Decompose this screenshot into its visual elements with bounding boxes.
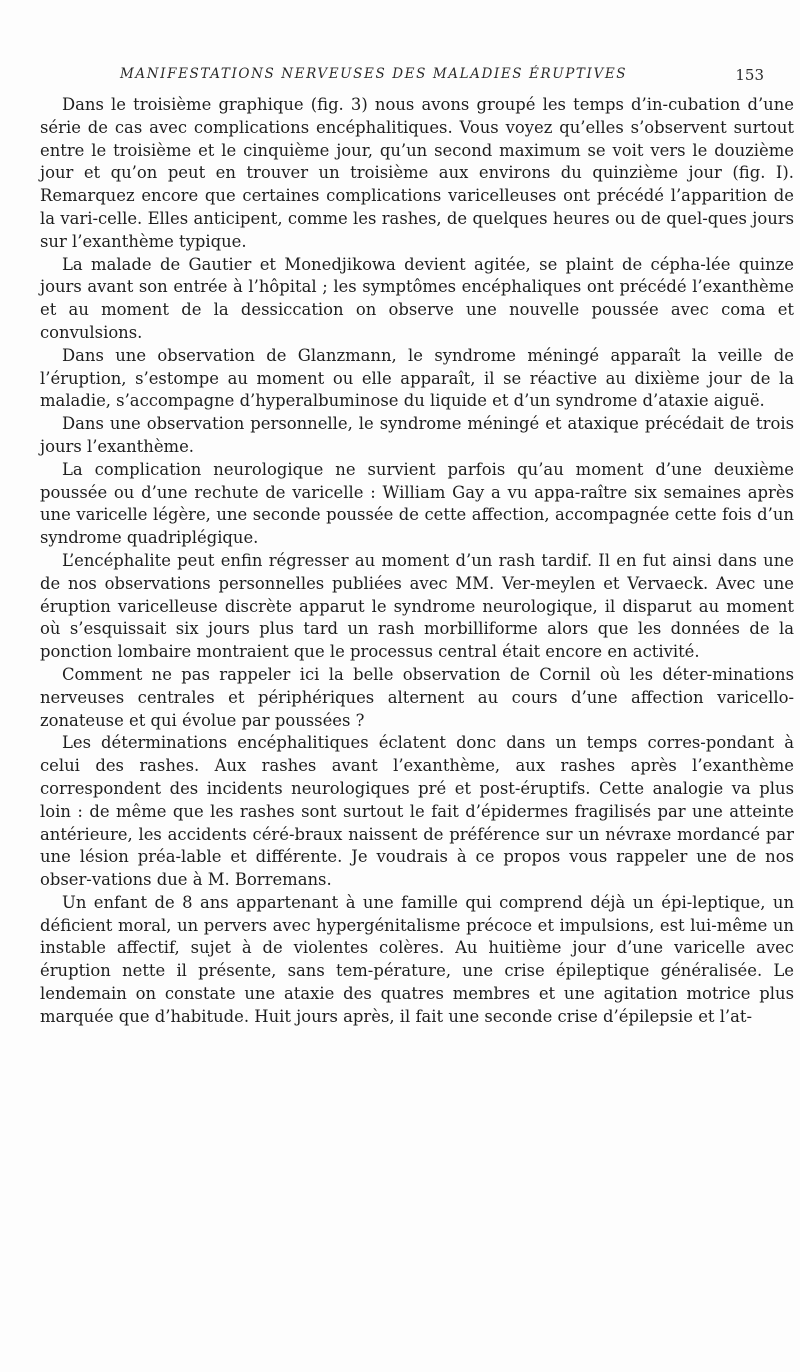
paragraph: La malade de Gautier et Monedjikowa devient agitée, se plaint de cépha-lée quinze jours avant son entrée à l’hôpital ; les symptômes encéphaliques ont précédé l’exanthème et au moment de la dessiccation on observe une nouvelle poussée avec coma et convulsions. (40, 254, 794, 342)
paragraph: Dans une observation de Glanzmann, le syndrome méningé apparaît la veille de l’éruption, s’estompe au moment ou elle apparaît, il se réactive au dixième jour de la maladie, s’accompagne d’hyperalbuminose du liquide et d’un syndrome d’ataxie aiguë. (40, 345, 794, 411)
paragraph: La complication neurologique ne survient parfois qu’au moment d’une deuxième poussée ou d’une rechute de varicelle : William Gay a vu appa-raître six semaines après une varicelle légère, une seconde poussée de cette affection, accompagnée cette fois d’un syndrome quadriplégique. (40, 459, 794, 548)
paragraph: Comment ne pas rappeler ici la belle observation de Cornil où les déter-minations nerveuses centrales et périphériques alternent au cours d’une affection varicello-zonateuse et qui évolue par poussées ? (40, 664, 794, 730)
paragraph: L’encéphalite peut enfin régresser au moment d’un rash tardif. Il en fut ainsi dans une de nos observations personnelles publiées avec MM. Ver-meylen et Vervaeck. Avec une éruption varicelleuse discrète apparut le syndrome neurologique, il disparut au moment où s’esquissait six jours plus tard un rash morbilliforme alors que les données de la ponction lombaire montraient que le processus central était encore en activité. (40, 550, 794, 662)
paragraph: Dans le troisième graphique (fig. 3) nous avons groupé les temps d’in-cubation d’une série de cas avec complications encéphalitiques. Vous voyez qu’elles s’observent surtout entre le troisième et le cinquième jour, qu’un second maximum se voit vers le douzième jour et qu’on peut en trouver un troisième aux environs du quinzième jour (fig. I). Remarquez encore que certaines complications varicelleuses ont précédé l’apparition de la vari-celle. Elles anticipent, comme les rashes, de quelques heures ou de quel-ques jours sur l’exanthème typique. (40, 95, 794, 251)
paragraph: Un enfant de 8 ans appartenant à une famille qui comprend déjà un épi-leptique, un déficient moral, un pervers avec hypergénitalisme précoce et impulsions, est lui-même un instable affectif, sujet à de violentes colères. Au huitième jour d’une varicelle avec éruption nette il présente, sans tem-pérature, une crise épileptique généralisée. Le lendemain on constate une ataxie des quatres membres et une agitation motrice plus marquée que d’habitude. Huit jours après, il fait une seconde crise d’épilepsie et l’at- (40, 892, 794, 1026)
paragraph: Dans une observation personnelle, le syndrome méningé et ataxique précédait de trois jours l’exanthème. (40, 414, 794, 456)
running-title: MANIFESTATIONS NERVEUSES DES MALADIES ÉRUPTIVES (120, 66, 628, 82)
running-head (58, 66, 794, 92)
paragraph: Les déterminations encéphalitiques éclatent donc dans un temps corres-pondant à celui des rashes. Aux rashes avant l’exanthème, aux rashes après l’exanthème correspondent des incidents neurologiques pré et post-éruptifs. Cette analogie va plus loin : de même que les rashes sont surtout le fait d’épidermes fragilisés par une atteinte antérieure, les accidents céré-braux naissent de préférence sur un névraxe mordancé par une lésion préa-lable et différente. Je voudrais à ce propos vous rappeler une de nos obser-vations due à M. Borremans. (40, 733, 794, 890)
page-number: 153 (735, 66, 764, 84)
body-text (40, 94, 794, 1029)
